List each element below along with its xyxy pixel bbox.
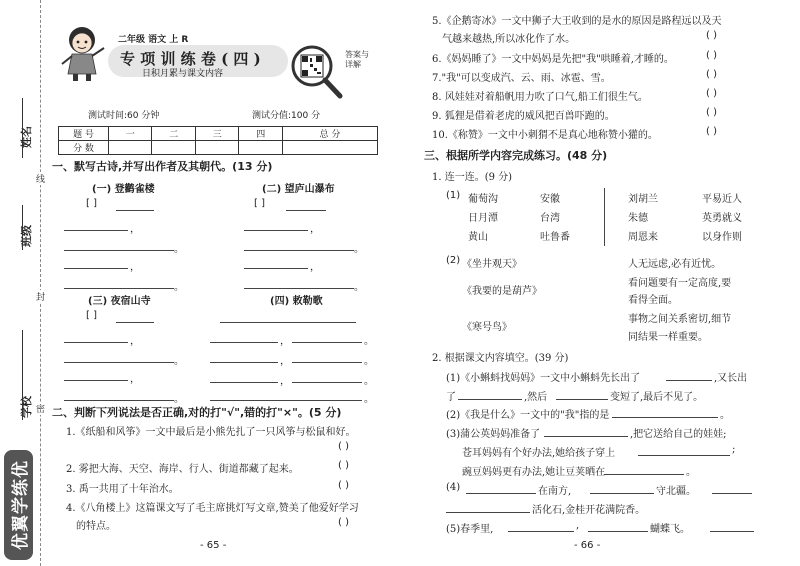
page-number-right: - 66 - [574,540,601,551]
test-time: 测试时间:60 分钟 [88,111,160,121]
score-header-cell: 三 [195,127,238,141]
score-header-cell: 一 [109,127,152,141]
author-bracket-1: [ ] [86,198,97,209]
fill-text: 活化石,金桂开花满院香。 [532,505,646,516]
fill-text: (5)春季里, [446,524,494,535]
match-story[interactable]: 《寒号鸟》 [462,322,512,333]
grade-line: 二年级 语文 上 R [118,35,189,45]
score-input-cell[interactable] [195,141,238,155]
poem1-line[interactable] [64,250,174,251]
match-story[interactable]: 《坐井观天》 [462,259,522,270]
punct: 。 [364,356,374,367]
author-line-3[interactable] [116,322,154,323]
score-input-cell[interactable] [109,141,152,155]
seal-text-1: 线 [36,172,45,185]
poem4-line[interactable] [292,382,362,383]
punct: 。 [174,282,184,293]
match-moral-cont: 同结果一样重要。 [628,332,708,343]
match-moral[interactable]: 看问题要有一定高度,要 [628,278,732,289]
judge-paren-10[interactable]: ( ) [706,126,717,137]
punct: ， [130,224,140,235]
fill-blank[interactable] [612,417,718,418]
class-label: 班级 [20,225,33,247]
match-trait[interactable]: 英勇就义 [702,213,742,224]
judge-item-9: 9. 狐狸是借着老虎的威风把百兽吓跑的。 [432,111,615,122]
score-header-cell: 二 [152,127,195,141]
page-subtitle: 日积月累与课文内容 [142,69,224,79]
match-story[interactable]: 《我要的是葫芦》 [462,286,542,297]
match-moral[interactable]: 事物之间关系密切,细节 [628,314,732,325]
fill-text: ,然后 [524,392,548,403]
poem1-line[interactable] [64,268,128,269]
match-place[interactable]: 安徽 [540,194,560,205]
fill-text: 守北疆。 [656,486,696,497]
score-row-label: 分 数 [59,141,109,155]
fill-blank[interactable] [590,493,654,494]
punct: ， [310,224,320,235]
match-place[interactable]: 日月潭 [468,213,498,224]
score-header-cell: 总 分 [282,127,377,141]
fill-text: 在南方, [538,486,572,497]
fill-text: , [576,520,580,531]
name-label: 姓名 [20,126,33,148]
poem-title-1: (一) 登鹳雀楼 [92,184,155,195]
poem2-line[interactable] [244,230,308,231]
poem-title-4: (四) 敕勒歌 [270,296,323,307]
punct: ， [280,376,290,387]
match-moral-cont: 看得全面。 [628,295,678,306]
match-place[interactable]: 吐鲁番 [540,232,570,243]
fill-blank[interactable] [604,474,684,475]
poem2-line[interactable] [244,288,354,289]
punct: 。 [364,376,374,387]
score-header-cell: 题 号 [59,127,109,141]
fill-blank[interactable] [710,531,754,532]
name-line [22,98,23,158]
school-label: 学校 [20,396,33,418]
section1-title: 一、默写古诗,并写出作者及其朝代。(13 分) [52,160,273,173]
author-line-1[interactable] [116,210,154,211]
punct: ， [130,262,140,273]
punct: 。 [174,356,184,367]
fill-blank[interactable] [556,399,608,400]
fill-text: 。 [720,410,730,421]
punct: 。 [174,394,184,405]
fill-text: (4) [446,482,461,493]
section2-title: 二、判断下列说法是否正确,对的打"√",错的打"×"。(5 分) [52,406,342,419]
match-place[interactable]: 黄山 [468,232,488,243]
score-table [58,126,378,155]
girl-mascot-icon [56,22,108,82]
fill-blank[interactable] [508,531,574,532]
poem1-line[interactable] [64,230,128,231]
poem-title-2: (二) 望庐山瀑布 [262,184,335,195]
fill-blank[interactable] [666,380,712,381]
poem1-line[interactable] [64,288,174,289]
judge-item-5: 5.《企鹅寄冰》一文中狮子大王收到的是水的原因是路程远以及天 [432,16,722,27]
poem-title-3: (三) 夜宿山寺 [88,296,151,307]
poem3-line[interactable] [64,362,174,363]
judge-item-1: 1.《纸船和风筝》一文中最后是小熊先扎了一只风筝与松鼠和好。 [66,427,356,438]
fill-text: 蝴蝶飞。 [650,524,690,535]
match-place[interactable]: 台湾 [540,213,560,224]
fill-blank[interactable] [712,493,752,494]
q1-label: 1. 连一连。(9 分) [432,172,513,183]
qr-caption: 答案与 详解 [345,50,369,69]
fill-text: ,又长出 [714,373,748,384]
fill-text: ; [732,444,736,455]
punct: ， [130,336,140,347]
section3-title: 三、根据所学内容完成练习。(48 分) [424,149,608,162]
match-person[interactable]: 周恩来 [628,232,658,243]
judge-paren-3[interactable]: ( ) [338,480,349,491]
fill-text: ,把它送给自己的娃娃; [630,429,727,440]
fill-text: 变短了,最后不见了。 [610,392,704,403]
punct: ， [280,336,290,347]
match-place[interactable]: 葡萄沟 [468,194,498,205]
author-bracket-2: [ ] [254,198,265,209]
judge-paren-9[interactable]: ( ) [706,107,717,118]
fill-text: (2)《我是什么》一文中的"我"指的是 [446,410,610,421]
judge-paren-6[interactable]: ( ) [706,50,717,61]
page-title: 专 项 训 练 卷 ( 四 ) [120,50,261,68]
magnifier-qr-icon [290,44,346,100]
fill-text: 。 [686,467,696,478]
fill-blank[interactable] [458,399,522,400]
judge-item-3: 3. 禹一共用了十年治水。 [66,484,179,495]
judge-paren-7[interactable]: ( ) [706,69,717,80]
judge-item-8: 8. 风娃娃对着船帆用力吹了口气,船工们很生气。 [432,92,648,103]
fill-text: 了 [446,392,456,403]
match-divider [604,188,605,246]
poem3-line[interactable] [64,380,128,381]
judge-paren-4[interactable]: ( ) [338,517,349,528]
judge-item-6: 6.《妈妈睡了》一文中妈妈是先把"我"哄睡着,才睡的。 [432,54,674,65]
binding-line [40,0,41,566]
match-moral[interactable]: 人无远虑,必有近忧。 [628,259,722,270]
judge-item-7: 7."我"可以变成汽、云、雨、冰雹、雪。 [432,73,611,84]
school-line [22,330,23,420]
author-line-4[interactable] [220,322,356,323]
punct: ， [310,262,320,273]
score-input-cell[interactable] [239,141,282,155]
judge-paren-2[interactable]: ( ) [338,460,349,471]
judge-item-4-cont: 的特点。 [76,521,116,532]
match-trait[interactable]: 以身作则 [702,232,742,243]
judge-paren-5[interactable]: ( ) [706,30,717,41]
poem4-line[interactable] [292,362,362,363]
punct: 。 [354,244,364,255]
fill-blank[interactable] [638,455,730,456]
score-input-cell[interactable] [152,141,195,155]
poem4-line[interactable] [210,342,278,343]
fill-blank[interactable] [466,493,536,494]
seal-text-3: 密 [36,402,45,415]
match-person[interactable]: 朱德 [628,213,648,224]
poem4-line[interactable] [292,342,362,343]
judge-paren-1[interactable]: ( ) [338,441,349,452]
punct: 。 [364,336,374,347]
punct: 。 [354,282,364,293]
author-line-2[interactable] [286,210,326,211]
fill-text: (3)蒲公英妈妈准备了 [446,429,541,440]
poem2-line[interactable] [244,250,354,251]
fill-blank[interactable] [588,531,648,532]
fill-text: (1)《小蝌蚪找妈妈》一文中小蝌蚪先长出了 [446,373,641,384]
punct: ， [130,374,140,385]
brand-logo: 优翼学练优 [4,450,33,560]
fill-text: 苍耳妈妈有个好办法,她给孩子穿上 [462,448,616,459]
score-header-cell: 四 [239,127,282,141]
page-number-left: - 65 - [200,540,227,551]
q2-label: 2. 根据课文内容填空。(39 分) [432,353,569,364]
match-trait[interactable]: 平易近人 [702,194,742,205]
match-person[interactable]: 刘胡兰 [628,194,658,205]
class-line [22,205,23,250]
punct: 。 [174,244,184,255]
test-score: 测试分值:100 分 [252,111,321,121]
seal-text-2: 封 [36,290,45,303]
judge-item-10: 10.《称赞》一文中小刺猬不是真心地称赞小獾的。 [432,130,658,141]
judge-item-4: 4.《八角楼上》这篇课文写了毛主席挑灯写文章,赞美了他爱好学习 [66,503,359,514]
fill-blank[interactable] [446,512,530,513]
punct: 。 [364,394,374,405]
judge-paren-8[interactable]: ( ) [706,88,717,99]
poem3-line[interactable] [64,400,174,401]
match2-label: (2) [446,255,461,266]
author-bracket-3: [ ] [86,310,97,321]
punct: ， [280,356,290,367]
poem3-line[interactable] [64,342,128,343]
poem4-line[interactable] [210,362,278,363]
match1-label: (1) [446,190,461,201]
poem4-line[interactable] [210,400,362,401]
fill-text: 豌豆妈妈更有办法,她让豆荚晒在 [462,467,606,478]
poem2-line[interactable] [244,268,308,269]
poem4-line[interactable] [210,382,278,383]
judge-item-5-cont: 气越来越热,所以冰化作了水。 [442,34,576,45]
score-input-cell[interactable] [282,141,377,155]
fill-blank[interactable] [544,436,628,437]
judge-item-2: 2. 雾把大海、天空、海岸、行人、街道都藏了起来。 [66,464,299,475]
